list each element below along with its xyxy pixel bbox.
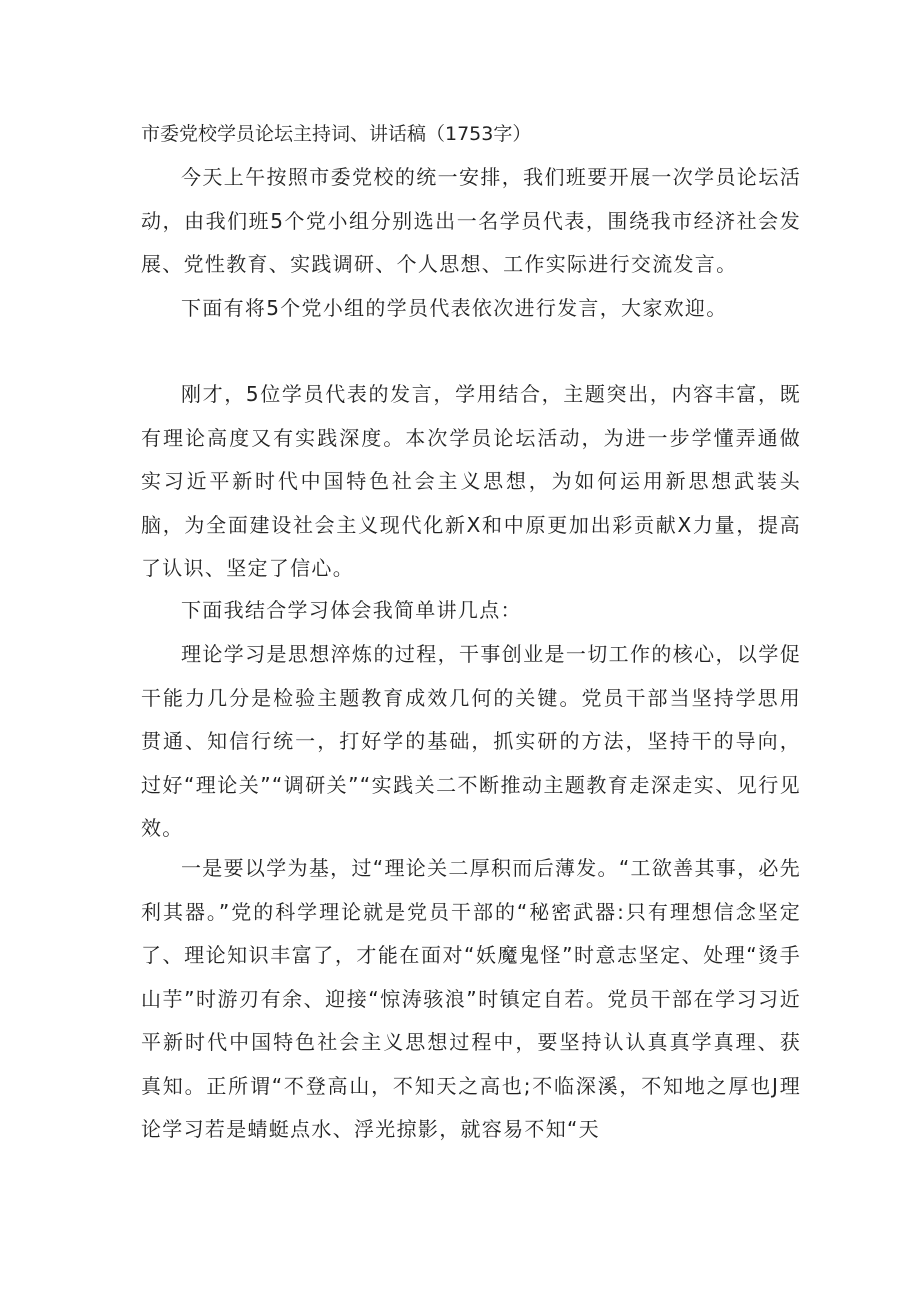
document-title: 市委党校学员论坛主持词、讲话稿（1753字）: [141, 123, 532, 145]
paragraph-transition: 下面我结合学习体会我简单讲几点：: [181, 598, 522, 622]
paragraph-introduction: 下面有将5个党小组的学员代表依次进行发言，大家欢迎。: [181, 296, 728, 320]
paragraph-opening: 今天上午按照市委党校的统一安排，我们班要开展一次学员论坛活动，由我们班5个党小组分别选出一名学员代表，围绕我市经济社会发展、党性教育、实践调研、个人思想、工作实际进行交流发言。: [141, 165, 801, 276]
paragraph-point-one: 一是要以学为基，过“理论关二厚积而后薄发。“工欲善其事，必先利其器。”党的科学理论就是党员干部的“秘密武器:只有理想信念坚定了、理论知识丰富了，才能在面对“妖魔鬼怪”时意志坚定、处理“烫手山芋”时游刃有余、迎接“惊涛骇浪”时镇定自若。党员干部在学习习近平新时代中国特色社会主义思想过程中，要坚持认认真真学真理、获真知。正所谓“不登高山，不知天之高也;不临深溪，不知地之厚也J理论学习若是蜻蜓点水、浮光掠影，就容易不知“天: [141, 856, 801, 1141]
paragraph-summary: 刚才，5位学员代表的发言，学用结合，主题突出，内容丰富，既有理论高度又有实践深度。本次学员论坛活动，为进一步学懂弄通做实习近平新时代中国特色社会主义思想，为如何运用新思想武装头脑，为全面建设社会主义现代化新X和中原更加出彩贡献X力量，提高了认识、坚定了信心。: [141, 382, 801, 580]
paragraph-theory-overview: 理论学习是思想淬炼的过程，干事创业是一切工作的核心，以学促干能力几分是检验主题教育成效几何的关键。党员干部当坚持学思用贯通、知信行统一，打好学的基础，抓实研的方法，坚持干的导向，过好“理论关”“调研关”“实践关二不断推动主题教育走深走实、见行见效。: [141, 642, 801, 840]
